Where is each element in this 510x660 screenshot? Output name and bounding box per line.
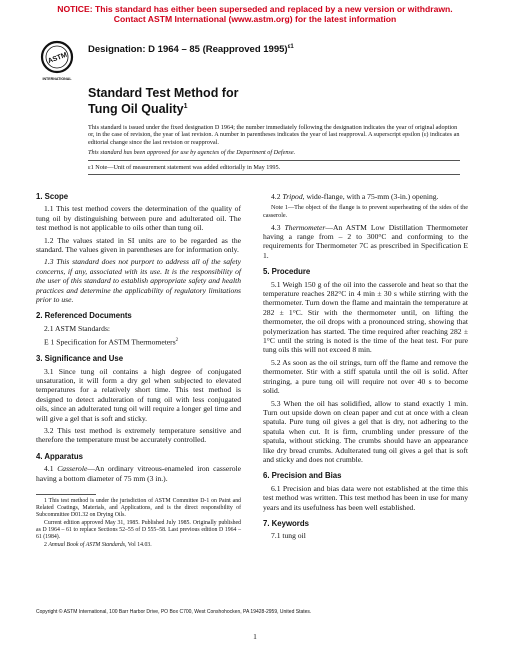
paragraph: 1.1 This test method covers the determination of the quality of tung oil by distinguishing between pure and adulterated oil. The test method is not applicable to oils other than tung oil. — [36, 204, 241, 233]
logo-subtext: INTERNATIONAL — [42, 77, 72, 81]
copyright: Copyright © ASTM International, 100 Barr Harbor Drive, PO Box C700, West Conshohocken, PA 19428-2959, United States. — [36, 609, 312, 615]
title-line-2 — [88, 100, 238, 116]
paragraph — [263, 192, 468, 201]
paragraph: 1.2 The values stated in SI units are to be regarded as the standard. The values given in parentheses are for information only. — [36, 235, 241, 255]
para-num: 4.1 — [44, 464, 58, 474]
footnote — [36, 542, 241, 549]
designation-text: Designation: D 1964 – 85 (Reapproved 1995) — [88, 44, 288, 56]
intro-issued: This standard is issued under the fixed designation D 1964; the number immediately following the designation indicates the year of original adoption or, in the case of revision, the year of last revision. A number in parentheses indicates the year of last reapproval. A superscript epsilon (ε) indicates an editorial change since the last revision or reapproval. — [88, 124, 460, 146]
paragraph — [263, 223, 468, 261]
reference-text: E 1 Specification for ASTM Thermometers — [44, 337, 176, 347]
term: Casserole — [57, 464, 88, 474]
paragraph: 5.3 When the oil has solidified, allow to stand exactly 1 min. Turn out upside down on clean paper and cut at once with a clean spatula. Pure tung oil gives a gel that is dry, not adhering to the spatula when cut. It is firm, crumbling under pressure of the spatula, without sticking. The crumbs should have an appearance like dry bread crumbs. Adulterated tung oil gives a gel that is soft and sticky and does not crumble. — [263, 398, 468, 464]
footnote: Current edition approved May 31, 1985. Published July 1985. Originally published as D 1964 – 61 to replace Sections 52–55 of D 555–58. Last previous edition D 1964 – 61 (1984). — [36, 520, 241, 540]
page-number: 1 — [253, 632, 257, 641]
para-num: 4.3 — [271, 222, 285, 232]
paragraph: 3.1 Since tung oil contains a high degree of conjugated unsaturation, it will form a dry gel when subjected to elevated temperatures for a relatively short time. This test method is designed to detect adulteration of tung oil with less conjugated oils, since an adulterated tung oil will require a longer gel time and will give a gel that is soft and sticky. — [36, 366, 241, 423]
title-text: Tung Oil Quality — [88, 102, 184, 117]
enote-symbol: ε1 — [88, 163, 94, 171]
section-heading: 2. Referenced Documents — [36, 311, 132, 321]
title-line-1: Standard Test Method for — [88, 86, 239, 100]
section-heading: 7. Keywords — [263, 518, 309, 528]
intro-enote — [88, 164, 460, 171]
section-heading: 4. Apparatus — [36, 451, 83, 461]
footnote-num: 2 — [44, 542, 49, 548]
paragraph — [36, 464, 241, 483]
intro-block — [88, 124, 460, 178]
para-text: , wide-flange, with a 75-mm (3-in.) opening. — [302, 192, 439, 201]
para-text: —An ordinary vitreous-enameled iron casserole having a bottom diameter of 75 mm (3 in.). — [36, 464, 242, 483]
para-num: 4.2 — [271, 192, 283, 201]
paragraph: 5.2 As soon as the oil strings, turn off the flame and remove the thermometer. Stir with a stiff spatula until the oil is solid. After stringing, a pure tung oil will require not over 40 s to become solid. — [263, 357, 468, 396]
paragraph: 7.1 tung oil — [271, 531, 306, 541]
intro-approved: This standard has been approved for use by agencies of the Department of Defense. — [88, 149, 296, 157]
paragraph: 5.1 Weigh 150 g of the oil into the casserole and heat so that the temperature reaches 282°C in 4 min ± 30 s while stirring with the thermometer. Turn down the flame and maintain the temperature at 282 ± 1°C. Stir with the thermometer until, on lifting the thermometer, the oil drops with a pronounced string, showing that polymerization has started. The time required after reaching 282 ± 1°C until the string is noted is the time of the heat test. For pure tung oils this will not exceed 8 min. — [263, 279, 468, 355]
withdrawn-notice — [0, 4, 510, 24]
para-text: —An ASTM Low Distillation Thermometer having a range from – 2 to 300°C and conforming to the requirements for Thermometer 7C as prescribed in Specification E 1. — [263, 222, 469, 260]
section-heading: 3. Significance and Use — [36, 354, 124, 364]
reference-item — [36, 336, 241, 347]
paragraph: 6.1 Precision and bias data were not established at the time this test method was written. This test method has been in use for many years and its usefulness has been well established. — [263, 483, 468, 512]
paragraph: 1.3 This standard does not purport to address all of the safety concerns, if any, associated with its use. It is the responsibility of the user of this standard to establish appropriate safety and health practices and determine the applicability of regulatory limitations prior to use. — [36, 257, 241, 305]
footnotes — [36, 498, 241, 550]
astm-logo — [40, 40, 74, 84]
term: Thermometer — [284, 222, 326, 232]
right-column — [263, 192, 468, 544]
footnote-title: Annual Book of ASTM Standards — [48, 542, 126, 548]
section-heading: 6. Precision and Bias — [263, 471, 342, 481]
term: Tripod — [282, 192, 303, 201]
left-column — [36, 192, 241, 486]
section-heading: 1. Scope — [36, 192, 69, 201]
section-heading: 5. Procedure — [263, 267, 311, 277]
logo-text: ASTM — [46, 51, 69, 66]
designation-sup: ε1 — [287, 44, 294, 50]
note: Note 1—The object of the flange is to prevent superheating of the sides of the casserole. — [263, 204, 468, 219]
page-title — [88, 86, 238, 116]
footnote: 1 This test method is under the jurisdiction of ASTM Committee D-1 on Paint and Related Coatings, Materials, and Applications, and is the direct responsibility of Subcommittee D01.32 on Drying Oils. — [36, 498, 241, 518]
divider — [88, 174, 460, 175]
divider — [88, 160, 460, 161]
paragraph: 2.1 ASTM Standards: — [44, 323, 111, 333]
footnote-text: , Vol 14.03. — [125, 542, 152, 548]
notice-line-2: Contact ASTM International (www.astm.org) for the latest information — [113, 14, 397, 24]
enote-text: Note—Unit of measurement statement was added editorially in May 1995. — [93, 163, 281, 171]
designation — [88, 44, 294, 55]
footnote-ref: 2 — [175, 338, 179, 344]
title-sup: 1 — [183, 103, 188, 110]
paragraph: 3.2 This test method is extremely temperature sensitive and therefore the temperature must be accurately controlled. — [36, 426, 241, 445]
notice-line-1: NOTICE: This standard has either been superseded and replaced by a new version or withdrawn. — [57, 4, 453, 14]
footnote-divider — [36, 494, 96, 495]
